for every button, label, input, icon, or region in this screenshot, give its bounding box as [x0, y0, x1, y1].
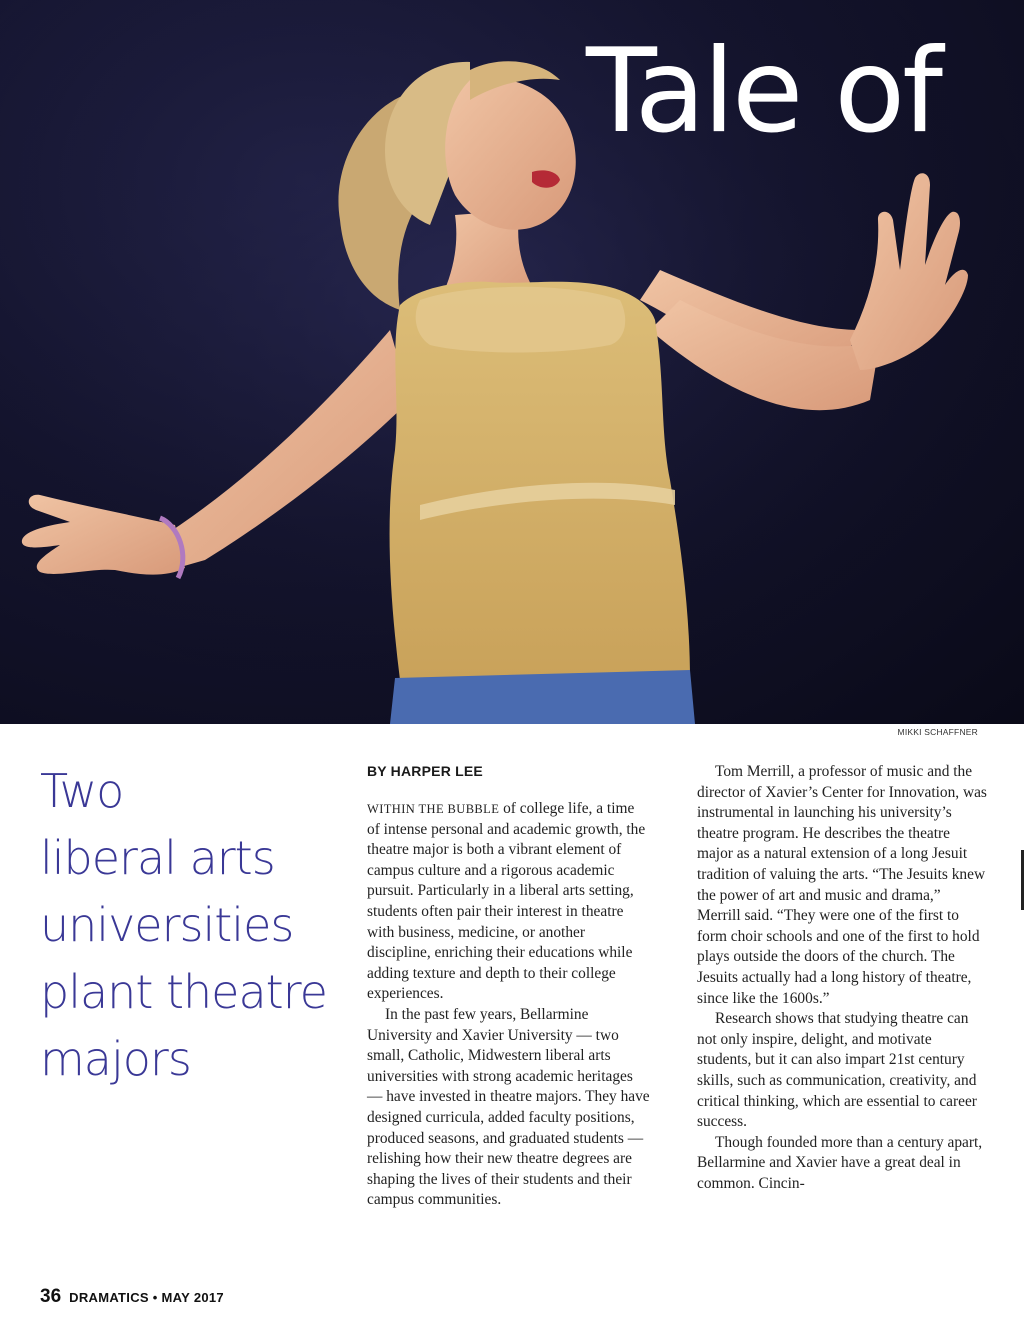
deck-line: majors	[40, 1032, 191, 1086]
article-paragraph	[367, 799, 650, 1005]
deck-line: Two	[40, 764, 124, 818]
byline: BY HARPER LEE	[367, 763, 483, 779]
article-column-2	[697, 762, 987, 1194]
article-paragraph: Though founded more than a century apart, Bellarmine and Xavier have a great deal in common. Cincin-	[697, 1133, 983, 1192]
deck-headline	[40, 758, 350, 1093]
article-paragraph: In the past few years, Bellarmine University and Xavier University — two small, Catholic, Midwestern liberal arts universities with strong academic heritages — have invested in theatre majors. They have designed curricula, added faculty positions, produced seasons, and graduated students — relishing how their new theatre degrees are shaping the lives of their students and their campus communities.	[367, 1005, 650, 1209]
page-number: 36	[40, 1286, 62, 1307]
lead-in: WITHIN THE BUBBLE	[367, 802, 500, 816]
headline-word: Tale of	[586, 24, 941, 159]
article-paragraph: Research shows that studying theatre can not only inspire, delight, and motivate students, but it can also impart 21st century skills, such as communication, creativity, and critical thinking, which are essential to career success.	[697, 1010, 977, 1131]
deck-line: liberal arts	[40, 831, 275, 885]
magazine-issue: DRAMATICS • MAY 2017	[69, 1290, 224, 1305]
photo-credit: MIKKI SCHAFFNER	[897, 727, 978, 737]
page-footer	[40, 1286, 224, 1308]
deck-line: plant theatre	[40, 965, 327, 1019]
article-column-1	[367, 762, 650, 1211]
deck-line: universities	[40, 898, 294, 952]
paragraph-text: of college life, a time of intense personal and academic growth, the theatre major is both a vibrant element of campus culture and a rigorous academic pursuit. Particularly in a liberal arts setting, students often pair their interest in theatre with business, medicine, or another discipline, enriching their educations while adding texture and depth to their college experiences.	[367, 800, 646, 1003]
article-paragraph: Tom Merrill, a professor of music and the director of Xavier’s Center for Innovation, was instrumental in launching his university’s theatre program. He describes the theatre major as a natural extension of a long Jesuit tradition of valuing the arts. “The Jesuits knew the power of art and music and drama,” Merrill said. “They were one of the first to form choir schools and one of the first to hold plays outside the doors of the church. The Jesuits actually had a long history of theatre, since like the 1600s.”	[697, 763, 987, 1007]
